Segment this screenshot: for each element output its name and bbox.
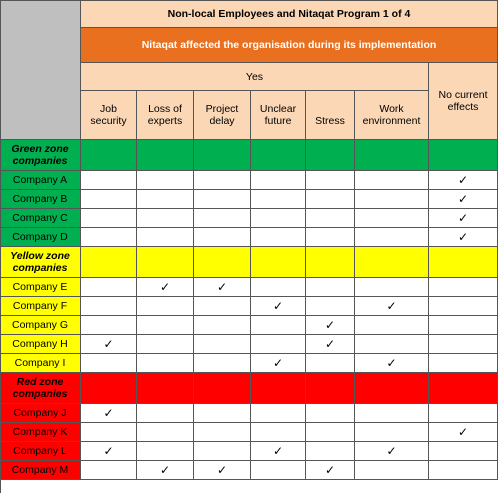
table-cell-stress [306, 228, 355, 247]
table-cell-no-current-effects [429, 354, 498, 373]
table-cell-no-current-effects [429, 423, 498, 442]
table-cell-no-current-effects [429, 404, 498, 423]
table-cell-stress [306, 297, 355, 316]
checkmark-icon: ✓ [159, 280, 171, 294]
table-cell-job-security [81, 209, 137, 228]
table-cell-no-current-effects [429, 316, 498, 335]
checkmark-icon: ✓ [216, 463, 228, 477]
table-cell-loss-of-experts [137, 278, 194, 297]
red-zone-band-cell [194, 373, 251, 404]
company-name: Company D [0, 228, 81, 247]
table-cell-project-delay [194, 423, 251, 442]
company-name: Company B [0, 190, 81, 209]
table-cell-loss-of-experts [137, 316, 194, 335]
yellow-zone-label: Yellow zone companies [0, 247, 81, 278]
checkmark-icon: ✓ [272, 444, 284, 458]
checkmark-icon: ✓ [216, 280, 228, 294]
checkmark-icon: ✓ [103, 406, 114, 420]
table-cell-job-security [81, 316, 137, 335]
table-cell-no-current-effects [429, 190, 498, 209]
green-zone-band-cell [429, 140, 498, 171]
table-cell-stress [306, 209, 355, 228]
table-cell-stress [306, 442, 355, 461]
column-header-job-security: Job security [81, 91, 137, 140]
table-cell-stress [306, 404, 355, 423]
red-zone-band-cell [81, 373, 137, 404]
table-cell-loss-of-experts [137, 335, 194, 354]
table-cell-job-security [81, 442, 137, 461]
red-zone-band-cell [137, 373, 194, 404]
company-name: Company E [0, 278, 81, 297]
table-cell-no-current-effects [429, 297, 498, 316]
checkmark-icon: ✓ [457, 211, 469, 225]
company-name: Company H [0, 335, 81, 354]
table-cell-stress [306, 335, 355, 354]
checkmark-icon: ✓ [272, 299, 284, 313]
company-name: Company F [0, 297, 81, 316]
checkmark-icon: ✓ [457, 192, 469, 206]
table-cell-loss-of-experts [137, 209, 194, 228]
checkmark-icon: ✓ [457, 425, 469, 439]
checkmark-icon: ✓ [324, 337, 336, 351]
table-cell-stress [306, 461, 355, 480]
table-cell-unclear-future [251, 335, 306, 354]
table-cell-unclear-future [251, 461, 306, 480]
red-zone-band-cell [429, 373, 498, 404]
column-header-unclear-future: Unclear future [251, 91, 306, 140]
table-cell-job-security [81, 278, 137, 297]
table-cell-no-current-effects [429, 171, 498, 190]
table-cell-unclear-future [251, 209, 306, 228]
table-cell-unclear-future [251, 423, 306, 442]
checkmark-icon: ✓ [457, 173, 469, 187]
yellow-zone-band-cell [137, 247, 194, 278]
yellow-zone-band-cell [429, 247, 498, 278]
table-cell-unclear-future [251, 442, 306, 461]
column-header-no-current-effects: No current effects [429, 63, 498, 140]
company-name: Company M [0, 461, 81, 480]
company-name: Company J [0, 404, 81, 423]
table-title: Non-local Employees and Nitaqat Program 1 of 4 [81, 0, 498, 28]
table-cell-loss-of-experts [137, 228, 194, 247]
table-cell-loss-of-experts [137, 354, 194, 373]
green-zone-band-cell [194, 140, 251, 171]
checkmark-icon: ✓ [103, 444, 114, 458]
company-name: Company A [0, 171, 81, 190]
table-cell-stress [306, 354, 355, 373]
table-cell-project-delay [194, 278, 251, 297]
table-cell-work-environment [355, 297, 429, 316]
table-cell-work-environment [355, 423, 429, 442]
table-cell-unclear-future [251, 278, 306, 297]
table-cell-project-delay [194, 190, 251, 209]
red-zone-band-cell [355, 373, 429, 404]
table-cell-job-security [81, 461, 137, 480]
checkmark-icon: ✓ [386, 299, 397, 313]
table-cell-loss-of-experts [137, 297, 194, 316]
column-header-loss-of-experts: Loss of experts [137, 91, 194, 140]
table-cell-unclear-future [251, 171, 306, 190]
table-cell-loss-of-experts [137, 442, 194, 461]
company-name: Company C [0, 209, 81, 228]
table-cell-work-environment [355, 335, 429, 354]
company-name: Company I [0, 354, 81, 373]
table-cell-work-environment [355, 171, 429, 190]
table-cell-no-current-effects [429, 278, 498, 297]
table-cell-unclear-future [251, 404, 306, 423]
table-cell-loss-of-experts [137, 171, 194, 190]
yellow-zone-band-cell [251, 247, 306, 278]
green-zone-band-cell [251, 140, 306, 171]
red-zone-label: Red zone companies [0, 373, 81, 404]
column-header-project-delay: Project delay [194, 91, 251, 140]
table-cell-job-security [81, 423, 137, 442]
checkmark-icon: ✓ [103, 337, 114, 351]
table-cell-no-current-effects [429, 228, 498, 247]
table-cell-project-delay [194, 228, 251, 247]
green-zone-band-cell [355, 140, 429, 171]
yes-group-header: Yes [81, 63, 429, 91]
table-cell-job-security [81, 297, 137, 316]
table-cell-stress [306, 171, 355, 190]
table-cell-project-delay [194, 335, 251, 354]
table-cell-unclear-future [251, 316, 306, 335]
checkmark-icon: ✓ [386, 356, 397, 370]
green-zone-band-cell [81, 140, 137, 171]
company-name: Company G [0, 316, 81, 335]
yellow-zone-band-cell [81, 247, 137, 278]
column-header-work-environment: Work environment [355, 91, 429, 140]
table-cell-project-delay [194, 316, 251, 335]
company-name: Company K [0, 423, 81, 442]
table-cell-work-environment [355, 278, 429, 297]
table-cell-no-current-effects [429, 335, 498, 354]
table-cell-unclear-future [251, 190, 306, 209]
table-cell-loss-of-experts [137, 461, 194, 480]
table-cell-work-environment [355, 316, 429, 335]
green-zone-band-cell [306, 140, 355, 171]
green-zone-label: Green zone companies [0, 140, 81, 171]
checkmark-icon: ✓ [272, 356, 284, 370]
table-cell-loss-of-experts [137, 423, 194, 442]
table-cell-project-delay [194, 404, 251, 423]
table-cell-stress [306, 423, 355, 442]
yellow-zone-band-cell [306, 247, 355, 278]
checkmark-icon: ✓ [457, 230, 469, 244]
table-cell-stress [306, 278, 355, 297]
table-cell-work-environment [355, 190, 429, 209]
table-cell-work-environment [355, 354, 429, 373]
table-cell-job-security [81, 228, 137, 247]
table-cell-work-environment [355, 404, 429, 423]
table-cell-no-current-effects [429, 209, 498, 228]
checkmark-icon: ✓ [324, 463, 336, 477]
table-cell-no-current-effects [429, 442, 498, 461]
table-cell-loss-of-experts [137, 404, 194, 423]
table-cell-project-delay [194, 209, 251, 228]
table-cell-job-security [81, 190, 137, 209]
table-cell-work-environment [355, 228, 429, 247]
table-cell-project-delay [194, 461, 251, 480]
checkmark-icon: ✓ [324, 318, 336, 332]
table-cell-stress [306, 190, 355, 209]
table-cell-unclear-future [251, 228, 306, 247]
company-name: Company L [0, 442, 81, 461]
column-header-stress: Stress [306, 91, 355, 140]
table-cell-project-delay [194, 442, 251, 461]
table-cell-project-delay [194, 297, 251, 316]
table-cell-job-security [81, 171, 137, 190]
table-cell-work-environment [355, 461, 429, 480]
table-cell-job-security [81, 404, 137, 423]
table-cell-no-current-effects [429, 461, 498, 480]
red-zone-band-cell [251, 373, 306, 404]
table-subtitle: Nitaqat affected the organisation during its implementation [81, 28, 498, 63]
yellow-zone-band-cell [194, 247, 251, 278]
table-cell-loss-of-experts [137, 190, 194, 209]
table-cell-work-environment [355, 209, 429, 228]
red-zone-band-cell [306, 373, 355, 404]
table-cell-stress [306, 316, 355, 335]
table-cell-unclear-future [251, 297, 306, 316]
table-cell-project-delay [194, 171, 251, 190]
corner-cell [0, 0, 81, 140]
table-cell-work-environment [355, 442, 429, 461]
green-zone-band-cell [137, 140, 194, 171]
checkmark-icon: ✓ [159, 463, 171, 477]
table-cell-project-delay [194, 354, 251, 373]
table-cell-job-security [81, 335, 137, 354]
yellow-zone-band-cell [355, 247, 429, 278]
table-cell-unclear-future [251, 354, 306, 373]
checkmark-icon: ✓ [386, 444, 397, 458]
table-cell-job-security [81, 354, 137, 373]
